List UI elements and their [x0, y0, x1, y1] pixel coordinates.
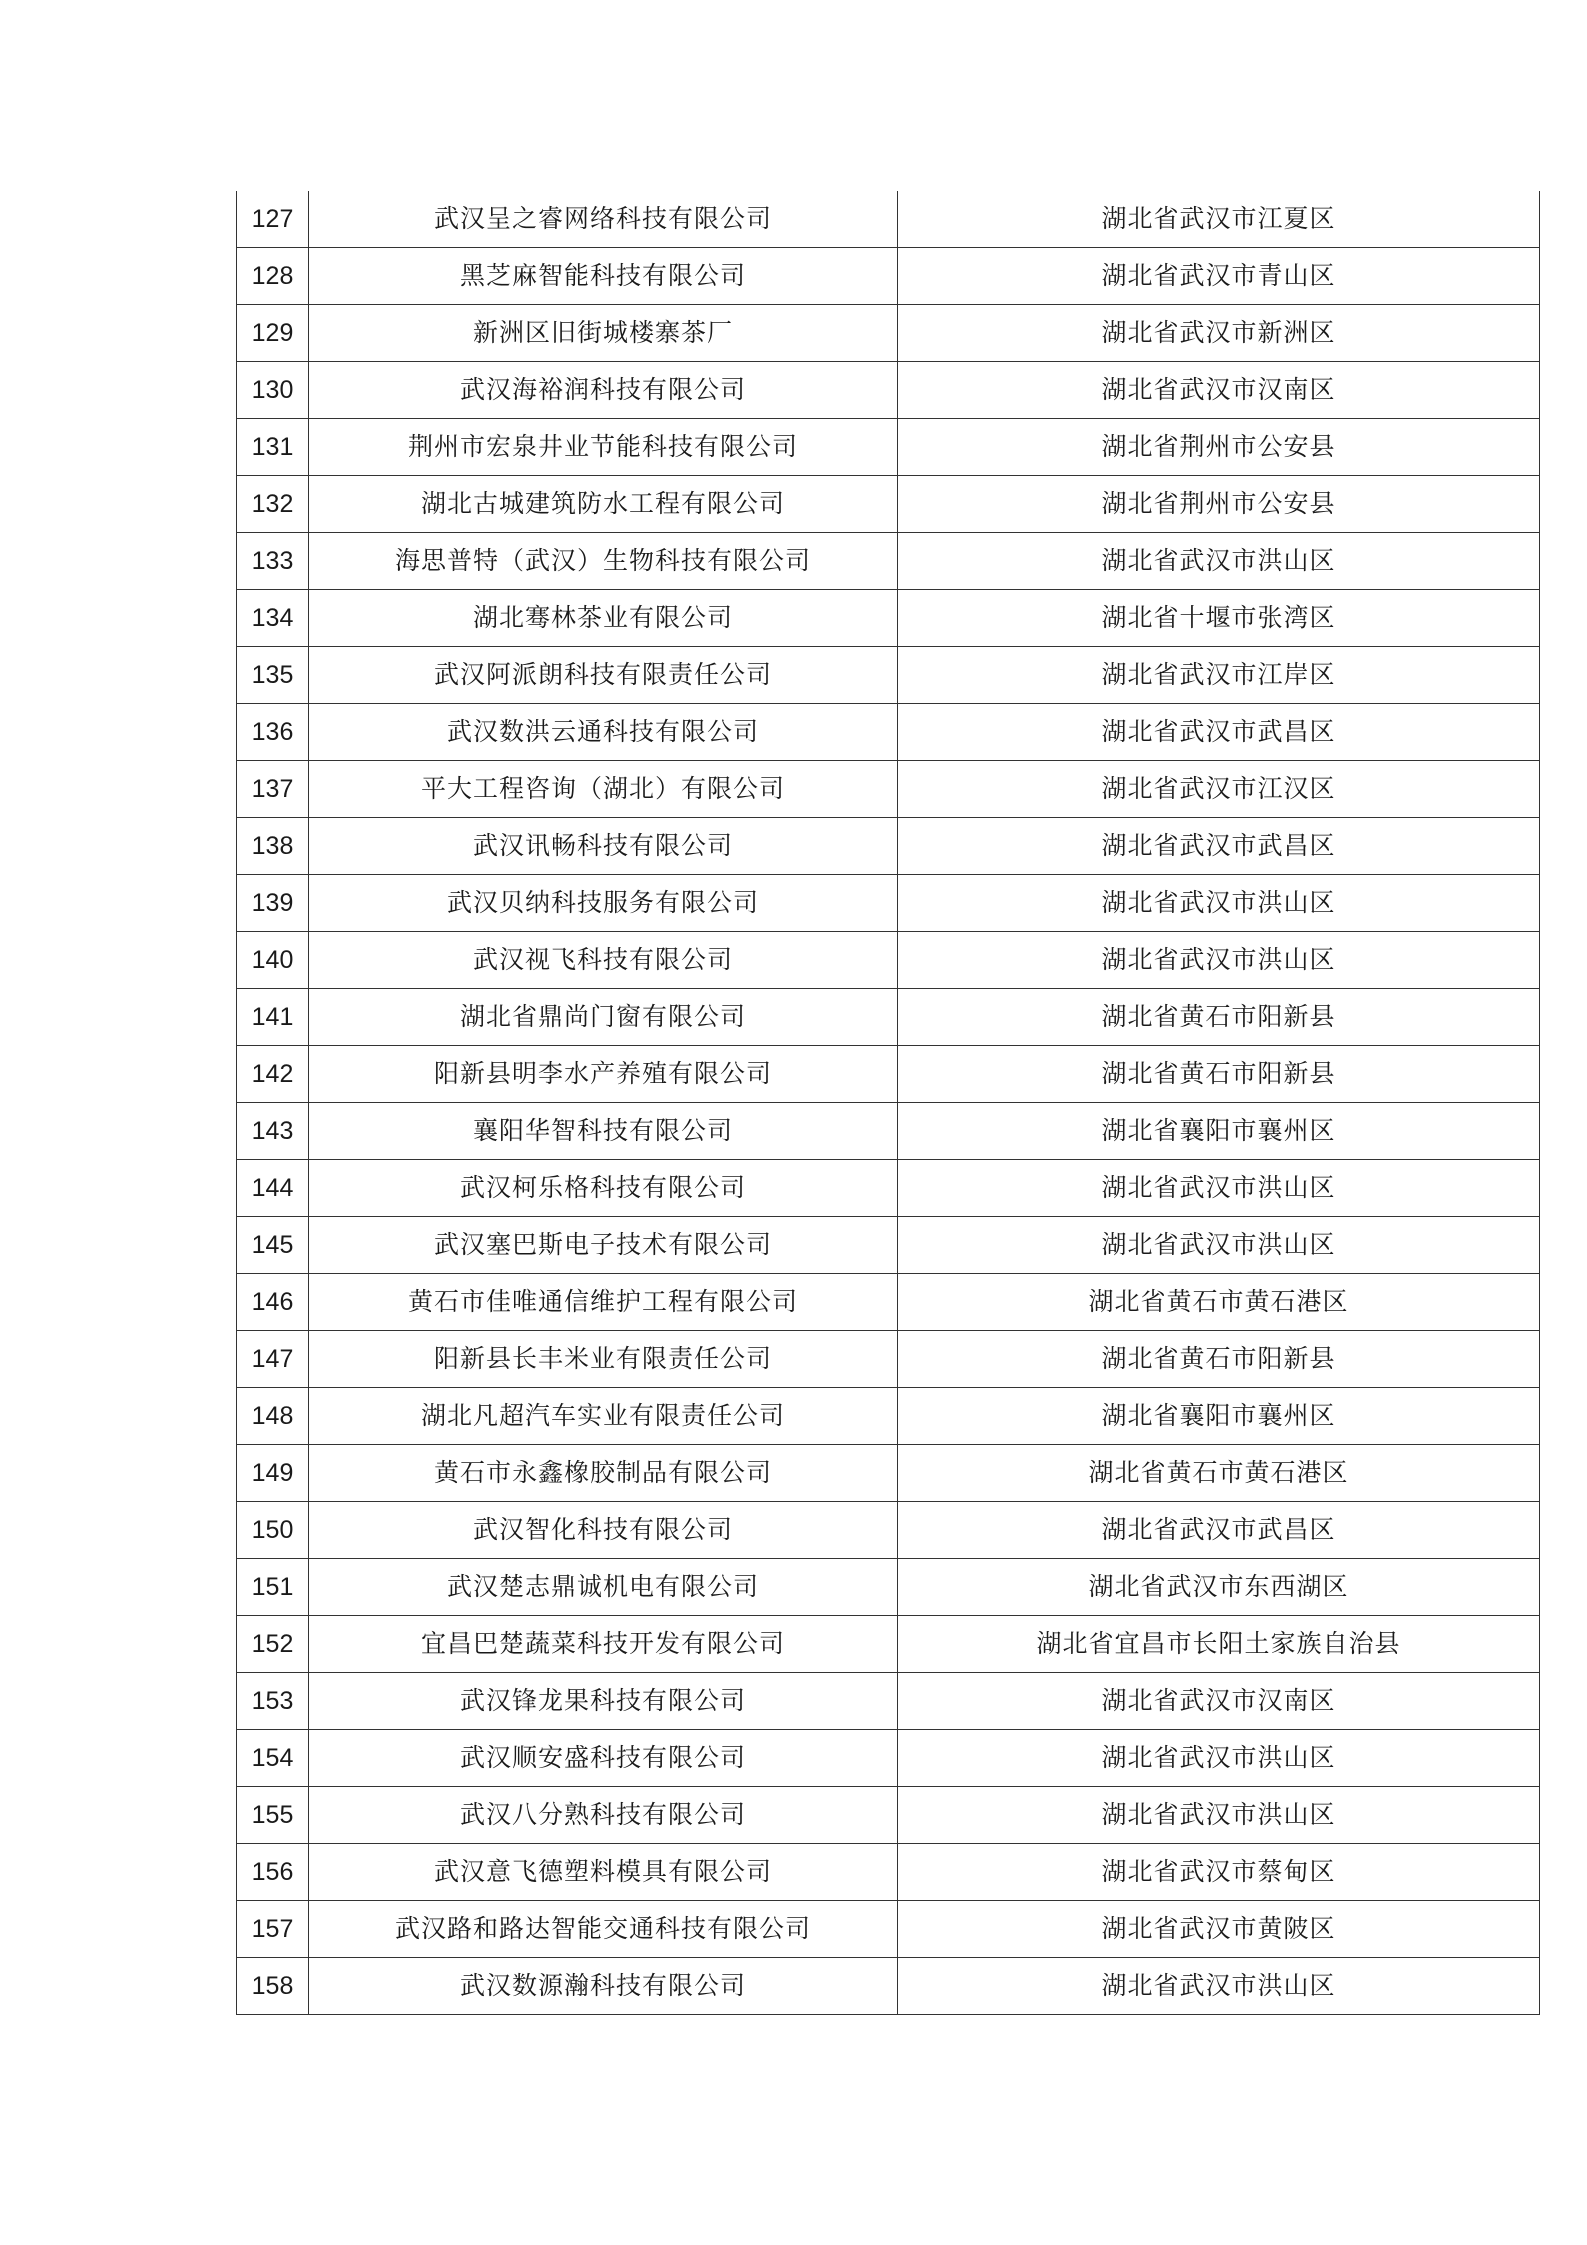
- table-row: [237, 1160, 1540, 1217]
- company-name: 武汉呈之睿网络科技有限公司: [309, 191, 898, 248]
- table-row: [237, 419, 1540, 476]
- table-row: [237, 1559, 1540, 1616]
- company-location: 湖北省武汉市武昌区: [898, 1502, 1540, 1559]
- table-row: [237, 932, 1540, 989]
- company-location: 湖北省襄阳市襄州区: [898, 1388, 1540, 1445]
- company-name: 武汉路和路达智能交通科技有限公司: [309, 1901, 898, 1958]
- table-row: [237, 248, 1540, 305]
- row-number: 143: [237, 1103, 309, 1160]
- row-number: 146: [237, 1274, 309, 1331]
- row-number: 148: [237, 1388, 309, 1445]
- company-location: 湖北省黄石市阳新县: [898, 989, 1540, 1046]
- company-location: 湖北省武汉市洪山区: [898, 1217, 1540, 1274]
- company-location: 湖北省武汉市洪山区: [898, 932, 1540, 989]
- row-number: 137: [237, 761, 309, 818]
- row-number: 157: [237, 1901, 309, 1958]
- table-row: [237, 1331, 1540, 1388]
- company-location: 湖北省宜昌市长阳土家族自治县: [898, 1616, 1540, 1673]
- row-number: 127: [237, 191, 309, 248]
- company-location: 湖北省黄石市黄石港区: [898, 1445, 1540, 1502]
- company-name: 武汉柯乐格科技有限公司: [309, 1160, 898, 1217]
- company-name: 黄石市佳唯通信维护工程有限公司: [309, 1274, 898, 1331]
- company-location: 湖北省武汉市洪山区: [898, 875, 1540, 932]
- row-number: 142: [237, 1046, 309, 1103]
- company-name: 武汉阿派朗科技有限责任公司: [309, 647, 898, 704]
- table-row: [237, 1502, 1540, 1559]
- company-location: 湖北省武汉市武昌区: [898, 704, 1540, 761]
- company-name: 武汉智化科技有限公司: [309, 1502, 898, 1559]
- row-number: 135: [237, 647, 309, 704]
- company-location: 湖北省武汉市洪山区: [898, 1958, 1540, 2015]
- row-number: 132: [237, 476, 309, 533]
- company-location: 湖北省十堰市张湾区: [898, 590, 1540, 647]
- company-table: [236, 191, 1540, 2015]
- company-location: 湖北省武汉市青山区: [898, 248, 1540, 305]
- row-number: 133: [237, 533, 309, 590]
- company-location: 湖北省武汉市新洲区: [898, 305, 1540, 362]
- table-row: [237, 1046, 1540, 1103]
- company-name: 黄石市永鑫橡胶制品有限公司: [309, 1445, 898, 1502]
- table-row: [237, 305, 1540, 362]
- company-location: 湖北省襄阳市襄州区: [898, 1103, 1540, 1160]
- company-name: 阳新县长丰米业有限责任公司: [309, 1331, 898, 1388]
- company-name: 武汉贝纳科技服务有限公司: [309, 875, 898, 932]
- company-location: 湖北省武汉市洪山区: [898, 1160, 1540, 1217]
- company-name: 荆州市宏泉井业节能科技有限公司: [309, 419, 898, 476]
- company-location: 湖北省武汉市洪山区: [898, 533, 1540, 590]
- row-number: 150: [237, 1502, 309, 1559]
- table-row: [237, 1958, 1540, 2015]
- company-location: 湖北省武汉市武昌区: [898, 818, 1540, 875]
- company-name: 新洲区旧街城楼寨茶厂: [309, 305, 898, 362]
- company-location: 湖北省黄石市阳新县: [898, 1046, 1540, 1103]
- company-location: 湖北省武汉市洪山区: [898, 1787, 1540, 1844]
- row-number: 145: [237, 1217, 309, 1274]
- company-name: 武汉视飞科技有限公司: [309, 932, 898, 989]
- table-row: [237, 590, 1540, 647]
- row-number: 138: [237, 818, 309, 875]
- table-row: [237, 1388, 1540, 1445]
- table-row: [237, 818, 1540, 875]
- table-body: [237, 191, 1540, 2015]
- row-number: 134: [237, 590, 309, 647]
- row-number: 130: [237, 362, 309, 419]
- company-location: 湖北省武汉市东西湖区: [898, 1559, 1540, 1616]
- table-row: [237, 1217, 1540, 1274]
- table-row: [237, 1844, 1540, 1901]
- company-name: 海思普特（武汉）生物科技有限公司: [309, 533, 898, 590]
- row-number: 154: [237, 1730, 309, 1787]
- table-row: [237, 1901, 1540, 1958]
- company-name: 湖北省鼎尚门窗有限公司: [309, 989, 898, 1046]
- table-row: [237, 704, 1540, 761]
- row-number: 131: [237, 419, 309, 476]
- company-location: 湖北省武汉市洪山区: [898, 1730, 1540, 1787]
- company-location: 湖北省黄石市阳新县: [898, 1331, 1540, 1388]
- company-location: 湖北省武汉市江夏区: [898, 191, 1540, 248]
- company-name: 湖北古城建筑防水工程有限公司: [309, 476, 898, 533]
- company-name: 武汉意飞德塑料模具有限公司: [309, 1844, 898, 1901]
- table-row: [237, 1274, 1540, 1331]
- row-number: 151: [237, 1559, 309, 1616]
- table-row: [237, 1673, 1540, 1730]
- company-name: 武汉楚志鼎诚机电有限公司: [309, 1559, 898, 1616]
- row-number: 149: [237, 1445, 309, 1502]
- company-name: 武汉塞巴斯电子技术有限公司: [309, 1217, 898, 1274]
- row-number: 140: [237, 932, 309, 989]
- table-row: [237, 362, 1540, 419]
- company-name: 襄阳华智科技有限公司: [309, 1103, 898, 1160]
- company-name: 武汉海裕润科技有限公司: [309, 362, 898, 419]
- table-row: [237, 533, 1540, 590]
- table-row: [237, 875, 1540, 932]
- row-number: 129: [237, 305, 309, 362]
- company-location: 湖北省武汉市黄陂区: [898, 1901, 1540, 1958]
- company-location: 湖北省黄石市黄石港区: [898, 1274, 1540, 1331]
- company-name: 武汉讯畅科技有限公司: [309, 818, 898, 875]
- company-location: 湖北省荆州市公安县: [898, 419, 1540, 476]
- table-row: [237, 1103, 1540, 1160]
- row-number: 155: [237, 1787, 309, 1844]
- company-name: 武汉数洪云通科技有限公司: [309, 704, 898, 761]
- table-row: [237, 1616, 1540, 1673]
- table-row: [237, 989, 1540, 1046]
- table-row: [237, 1787, 1540, 1844]
- row-number: 128: [237, 248, 309, 305]
- table-row: [237, 1730, 1540, 1787]
- company-location: 湖北省武汉市蔡甸区: [898, 1844, 1540, 1901]
- company-location: 湖北省武汉市汉南区: [898, 1673, 1540, 1730]
- company-name: 武汉数源瀚科技有限公司: [309, 1958, 898, 2015]
- row-number: 147: [237, 1331, 309, 1388]
- row-number: 136: [237, 704, 309, 761]
- company-location: 湖北省荆州市公安县: [898, 476, 1540, 533]
- company-name: 平大工程咨询（湖北）有限公司: [309, 761, 898, 818]
- row-number: 139: [237, 875, 309, 932]
- company-name: 武汉八分熟科技有限公司: [309, 1787, 898, 1844]
- company-location: 湖北省武汉市江汉区: [898, 761, 1540, 818]
- table-row: [237, 476, 1540, 533]
- table-row: [237, 761, 1540, 818]
- company-name: 湖北凡超汽车实业有限责任公司: [309, 1388, 898, 1445]
- company-location: 湖北省武汉市江岸区: [898, 647, 1540, 704]
- company-name: 湖北骞林茶业有限公司: [309, 590, 898, 647]
- row-number: 152: [237, 1616, 309, 1673]
- row-number: 158: [237, 1958, 309, 2015]
- company-name: 武汉顺安盛科技有限公司: [309, 1730, 898, 1787]
- company-name: 黑芝麻智能科技有限公司: [309, 248, 898, 305]
- row-number: 144: [237, 1160, 309, 1217]
- table-row: [237, 1445, 1540, 1502]
- row-number: 156: [237, 1844, 309, 1901]
- table-row: [237, 647, 1540, 704]
- company-name: 武汉锋龙果科技有限公司: [309, 1673, 898, 1730]
- table-row: [237, 191, 1540, 248]
- company-location: 湖北省武汉市汉南区: [898, 362, 1540, 419]
- company-name: 阳新县明李水产养殖有限公司: [309, 1046, 898, 1103]
- row-number: 153: [237, 1673, 309, 1730]
- row-number: 141: [237, 989, 309, 1046]
- company-name: 宜昌巴楚蔬菜科技开发有限公司: [309, 1616, 898, 1673]
